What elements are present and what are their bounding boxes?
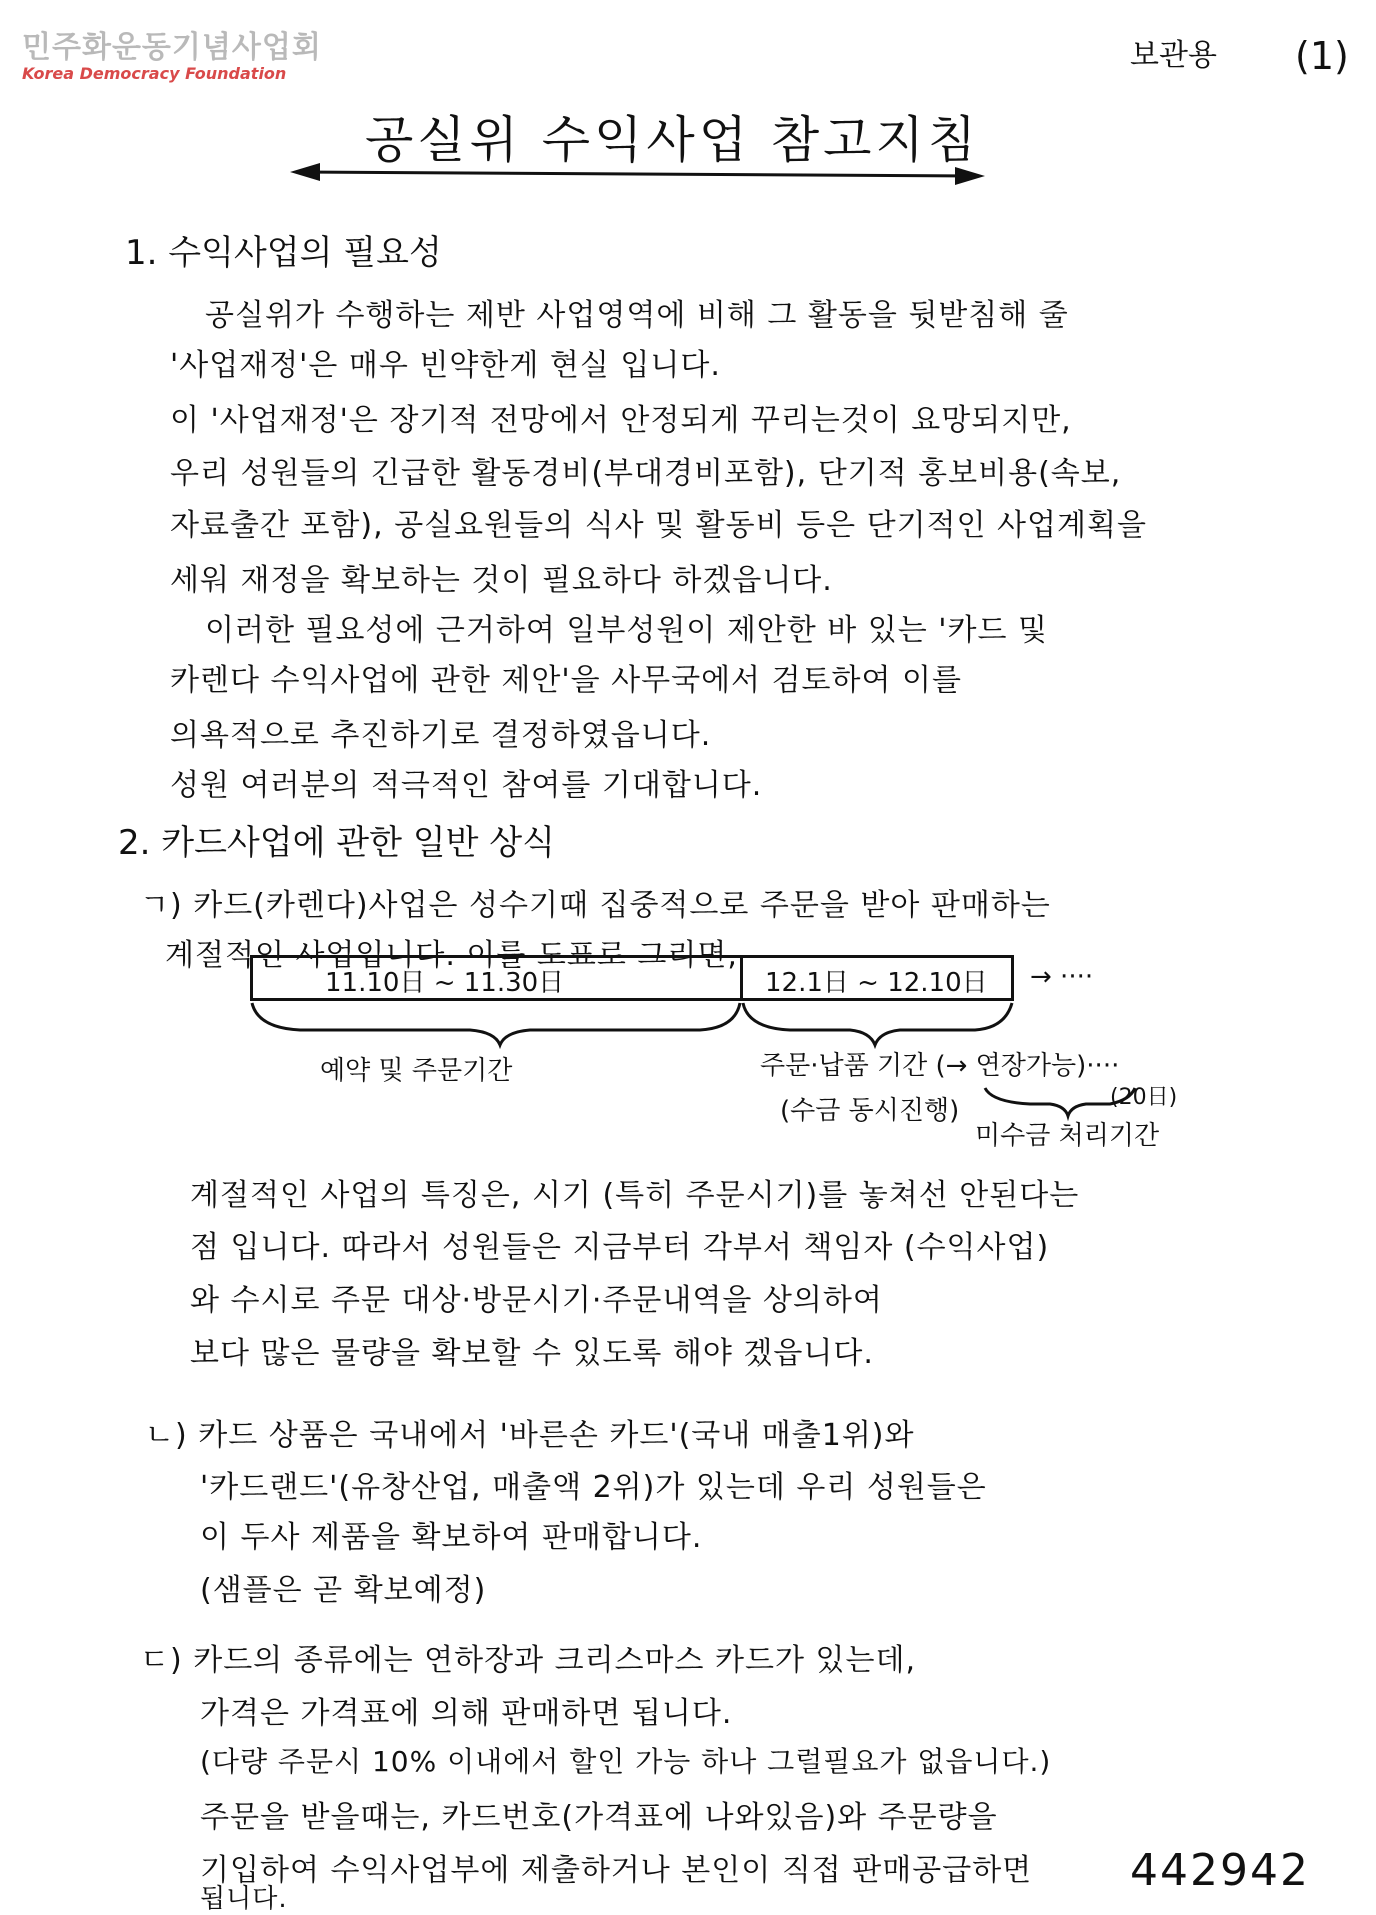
item-c-line: (다량 주문시 10% 이내에서 할인 가능 하나 그럴필요가 없읍니다.) (200, 1745, 1052, 1778)
timeline-segment-1: 11.10日 ~ 11.30日 (325, 968, 565, 998)
item-c-line: 가격은 가격표에 의해 판매하면 됩니다. (200, 1696, 733, 1731)
item-c-line: 기입하여 수익사업부에 제출하거나 본인이 직접 판매공급하면 (200, 1853, 1033, 1888)
section1-line: 우리 성원들의 긴급한 활동경비(부대경비포함), 단기적 홍보비용(속보, (170, 456, 1122, 491)
timeline-label-days: (20日) (1110, 1085, 1178, 1110)
after-timeline-line: 계절적인 사업의 특징은, 시기 (특히 주문시기)를 놓쳐선 안된다는 (190, 1178, 1080, 1213)
section1-line: 자료출간 포함), 공실요원들의 식사 및 활동비 등은 단기적인 사업계획을 (170, 508, 1147, 543)
item-a-line: ㄱ) 카드(카렌다)사업은 성수기때 집중적으로 주문을 받아 판매하는 (140, 888, 1051, 923)
section1-line: 이러한 필요성에 근거하여 일부성원이 제안한 바 있는 '카드 및 (205, 613, 1049, 648)
watermark-korean: 민주화운동기념사업회 (22, 30, 322, 65)
item-b-line: (샘플은 곧 확보예정) (200, 1573, 487, 1608)
timeline-arrow: → ···· (1030, 962, 1094, 992)
after-timeline-line: 보다 많은 물량을 확보할 수 있도록 해야 겠읍니다. (190, 1336, 874, 1371)
after-timeline-line: 와 수시로 주문 대상·방문시기·주문내역을 상의하여 (190, 1283, 883, 1318)
section1-heading: 1. 수익사업의 필요성 (125, 233, 442, 273)
archive-label: 보관용 (1130, 38, 1217, 73)
item-b-line: ㄴ) 카드 상품은 국내에서 '바른손 카드'(국내 매출1위)와 (145, 1418, 915, 1453)
page-title: 공실위 수익사업 참고지침 (365, 111, 981, 169)
item-c-line: 됩니다. (200, 1884, 288, 1914)
item-b-line: '카드랜드'(유창산업, 매출액 2위)가 있는데 우리 성원들은 (200, 1470, 987, 1505)
item-c-line: ㄷ) 카드의 종류에는 연하장과 크리스마스 카드가 있는데, (140, 1643, 916, 1678)
timeline-label-collection: (수금 동시진행) (780, 1096, 960, 1126)
item-c-line: 주문을 받을때는, 카드번호(가격표에 나와있음)와 주문량을 (200, 1800, 998, 1835)
timeline-label-delivery: 주문·납품 기간 (→ 연장가능)···· (760, 1051, 1120, 1081)
section1-line: 의욕적으로 추진하기로 결정하였읍니다. (170, 718, 712, 753)
page-mark: (1) (1295, 34, 1349, 78)
footer-number: 442942 (1130, 1845, 1310, 1896)
timeline-label-reservation: 예약 및 주문기간 (320, 1056, 513, 1086)
section1-line: '사업재정'은 매우 빈약한게 현실 입니다. (170, 348, 721, 383)
section1-line: 이 '사업재정'은 장기적 전망에서 안정되게 꾸리는것이 요망되지만, (170, 403, 1072, 438)
section1-line: 공실위가 수행하는 제반 사업영역에 비해 그 활동을 뒷받침해 줄 (205, 298, 1069, 333)
timeline-segment-2: 12.1日 ~ 12.10日 (765, 968, 988, 998)
section1-line: 성원 여러분의 적극적인 참여를 기대합니다. (170, 768, 763, 803)
after-timeline-line: 점 입니다. 따라서 성원들은 지금부터 각부서 책임자 (수익사업) (190, 1230, 1050, 1265)
watermark-english: Korea Democracy Foundation (22, 64, 287, 83)
item-b-line: 이 두사 제품을 확보하여 판매합니다. (200, 1520, 703, 1555)
section1-line: 세워 재정을 확보하는 것이 필요하다 하겠읍니다. (170, 563, 833, 598)
item-a-line: 계절적인 사업입니다. 이를 도표로 그리면, (165, 938, 738, 973)
timeline-label-receivables: 미수금 처리기간 (975, 1121, 1160, 1151)
section2-heading: 2. 카드사업에 관한 일반 상식 (118, 823, 555, 863)
section1-line: 카렌다 수익사업에 관한 제안'을 사무국에서 검토하여 이를 (170, 663, 962, 698)
